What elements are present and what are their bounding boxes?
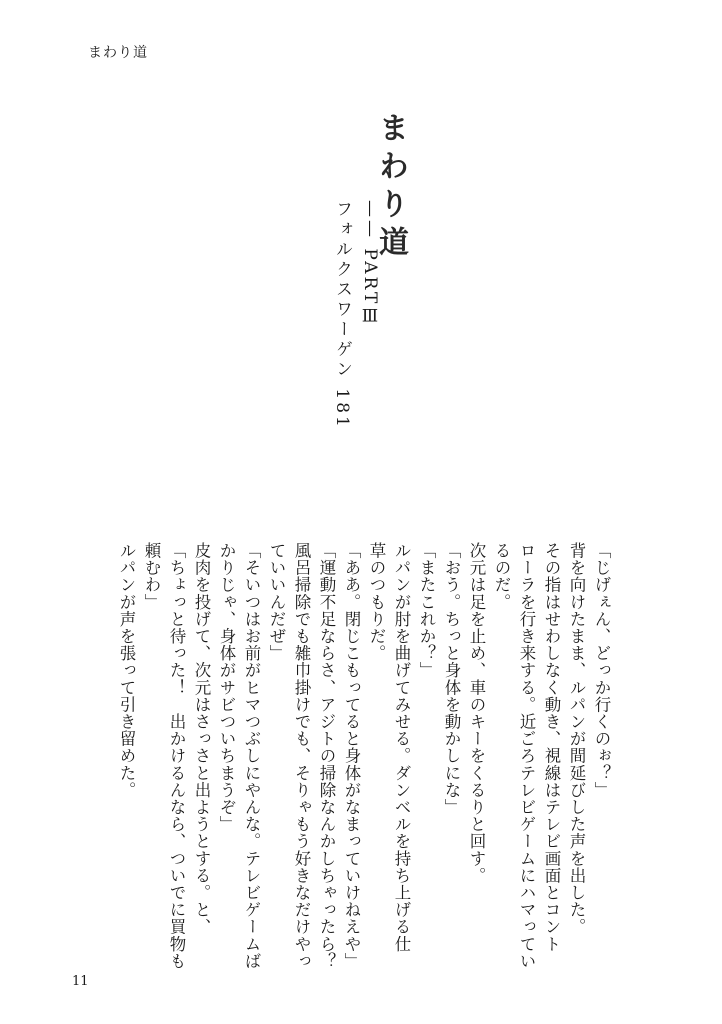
subtitle-part: —— PARTⅢ — [360, 200, 380, 330]
body-line: その指はせわしなく動き、視線はテレビ画面とコント — [542, 542, 561, 953]
body-line: 背を向けたまま、ルパンが間延びした声を出した。 — [567, 542, 586, 936]
body-line: 「そいつはお前がヒマつぶしにやんな。テレビゲームば — [242, 542, 261, 970]
body-line: ていいんだぜ」 — [267, 542, 286, 662]
body-line: かりじゃ、身体がサビついちまうぞ」 — [217, 542, 236, 833]
body-line: 「またこれか？」 — [417, 542, 436, 679]
body-line: ローラを行き来する。近ごろテレビゲームにハマってい — [517, 542, 536, 970]
body-line: 「じげぇん、どっか行くのぉ？」 — [592, 542, 611, 799]
page-number: 11 — [72, 974, 89, 989]
body-line: るのだ。 — [492, 542, 511, 611]
body-line: 「ああ。閉じこもってると身体がなまっていけねえや」 — [342, 542, 361, 970]
body-text — [114, 542, 614, 1002]
subtitle-car: フォルクスワーゲン 181 — [332, 200, 352, 430]
body-line: 草のつもりだ。 — [367, 542, 386, 662]
body-line: 次元は足を止め、車のキーをくるりと回す。 — [467, 542, 486, 884]
body-line: 頼むわ」 — [142, 542, 161, 611]
chapter-title: まわり道 — [373, 112, 408, 264]
body-line: 「運動不足ならさ、アジトの掃除なんかしちゃったら？ — [317, 542, 336, 970]
chapter-subtitle — [328, 200, 384, 430]
body-line: 風呂掃除でも雑巾掛けでも、そりゃもう好きなだけやっ — [292, 542, 311, 970]
running-head: まわり道 — [88, 45, 148, 61]
body-line: ルパンが肘を曲げてみせる。ダンベルを持ち上げる仕 — [392, 542, 411, 953]
body-line: 皮肉を投げて、次元はさっさと出ようとする。と、 — [192, 542, 211, 936]
body-line: 「おう。ちっと身体を動かしにな」 — [442, 542, 461, 816]
body-line: ルパンが声を張って引き留めた。 — [117, 542, 136, 799]
body-line: 「ちょっと待った！ 出かけるんなら、ついでに買物も — [167, 542, 186, 970]
